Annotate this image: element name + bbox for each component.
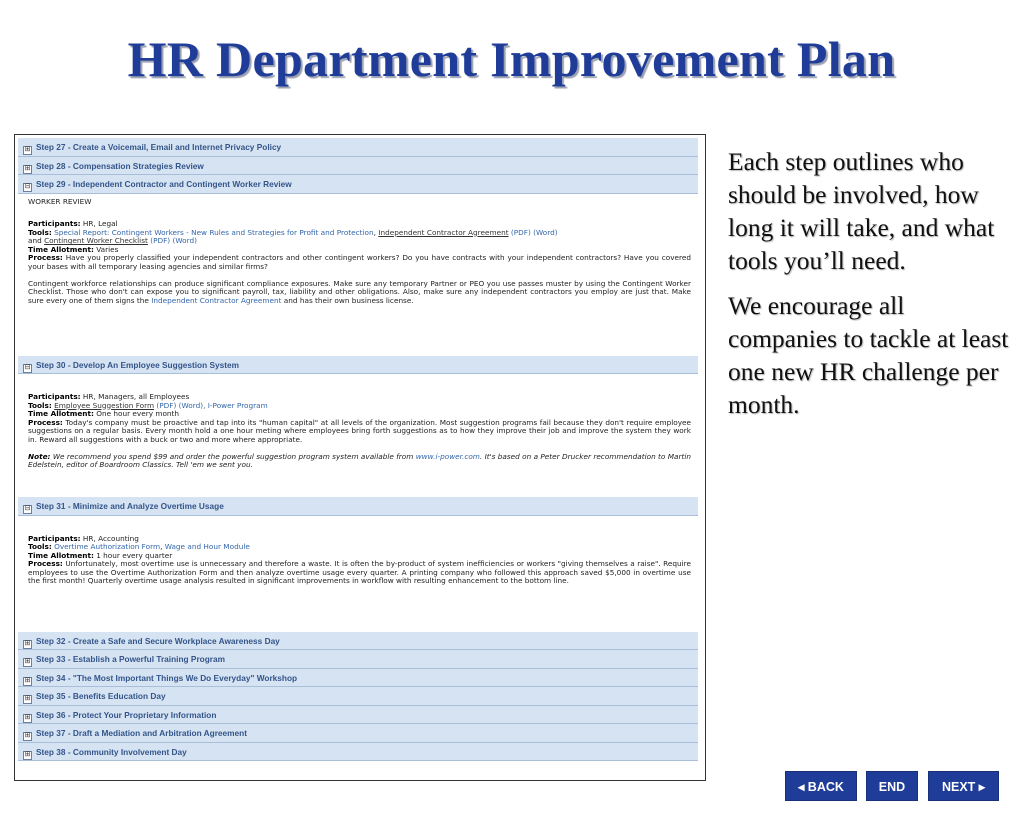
expand-icon: ⊞ [24, 164, 31, 172]
step-33-header[interactable]: ⊞ Step 33 - Establish a Powerful Training Program [18, 650, 698, 669]
step-37-header[interactable]: ⊞ Step 37 - Draft a Mediation and Arbitration Agreement [18, 724, 698, 743]
expand-icon: ⊞ [24, 732, 31, 739]
word-link[interactable]: (Word), [178, 400, 206, 410]
expand-icon: ⊞ [24, 750, 31, 758]
contractor-agreement-link[interactable]: Independent Contractor Agreement [378, 227, 509, 237]
step-35-header[interactable]: ⊞ Step 35 - Benefits Education Day [18, 687, 698, 706]
step-28-header[interactable]: ⊞ Step 28 - Compensation Strategies Review [18, 157, 698, 176]
step-31-details: Participants: HR, Accounting Tools: Overtime Authorization Form, Wage and Hour Module Time Allotment: 1 hour every quarter Process: Unfortunately, most overtime use is unnecessary and therefore a waste. It is often the by-product of system inefficiencies or workers "giving themselves a raise". Require employees to use the Overtime Authorization Form and then analyze overtime usage every quarter. A printing company who followed this approach saved $5,000 in overtime use the first month! Quarterly overtime usage analysis resulted in significant improvements in workflow with resulting enhancement to the bottom line. [28, 533, 691, 586]
step-38-header[interactable]: ⊞ Step 38 - Community Involvement Day [18, 743, 698, 762]
overtime-form-link[interactable]: Overtime Authorization Form [54, 542, 161, 552]
step-36-header[interactable]: ⊞ Step 36 - Protect Your Proprietary Information [18, 706, 698, 725]
collapse-icon: ⊟ [24, 505, 31, 512]
word-link[interactable]: (Word) [172, 236, 197, 246]
steps-panel [14, 134, 706, 781]
step-29-body [18, 194, 698, 356]
step-30-note: Note: We recommend you spend $99 and order the powerful suggestion program system available from www.i-power.com. It's based on a Peter Drucker recommendation to Martin Edelstein, editor of Boardroom Classics. Tell 'em we sent you. [28, 451, 691, 470]
pdf-link[interactable]: (PDF) [150, 236, 171, 246]
step-34-header[interactable]: ⊞ Step 34 - "The Most Important Things We Do Everyday" Workshop [18, 669, 698, 688]
step-30-body [18, 374, 698, 497]
contractor-agreement-link[interactable]: Independent Contractor Agreement [151, 295, 282, 305]
special-report-link[interactable]: Special Report: Contingent Workers - New Rules and Strategies for Profit and Protection [54, 227, 374, 237]
ipower-program-link[interactable]: I-Power Program [207, 400, 268, 410]
sidebar-paragraph-1: Each step outlines who should be involved, how long it will take, and what tools you’ll need. [728, 147, 995, 275]
step-27-header[interactable]: ⊞ Step 27 - Create a Voicemail, Email and Internet Privacy Policy [18, 138, 698, 157]
expand-icon: ⊞ [24, 676, 31, 684]
step-29-header[interactable]: ⊟ Step 29 - Independent Contractor and Contingent Worker Review [18, 175, 698, 194]
step-29-paragraph: Contingent workforce relationships can produce significant compliance exposures. Make sure any temporary Partner or PEO you use passes muster by using the Contingent Worker Checklist. Those who don't can expose you to significant payroll, tax, liability and other obligations. Also, make sure any independent contractors you employ are just that. Make sure every one of them signs the Independent Contractor Agreement and has their own business license. [28, 278, 691, 305]
collapse-icon: ⊟ [24, 363, 31, 371]
expand-icon: ⊞ [24, 639, 31, 647]
expand-icon: ⊞ [24, 146, 31, 153]
end-button[interactable]: END [866, 771, 918, 801]
ipower-link[interactable]: www.i-power.com [415, 451, 480, 461]
step-30-details: Participants: HR, Managers, all Employees Tools: Employee Suggestion Form (PDF) (Word), I-Power Program Time Allotment: One hour every month Process: Today's company must be proactive and tap into its "human capital" at all levels of the organization. Most suggestion programs fail because they don't require employee suggestions on a regular basis. Every month hold a one hour meting where employees bring forth suggestions as to how they improve their job and improve the system they work in. Reward all suggestions with a buck or two and more where appropriate. [28, 392, 691, 444]
back-button[interactable]: ◂ BACK [785, 771, 857, 801]
sidebar-paragraph-2: We encourage all companies to tackle at least one new HR challenge per month. [728, 291, 1009, 419]
worker-checklist-link[interactable]: Contingent Worker Checklist [44, 236, 148, 246]
step-29-subtitle: WORKER REVIEW [28, 196, 92, 206]
expand-icon: ⊞ [24, 658, 31, 665]
collapse-icon: ⊟ [24, 183, 31, 190]
suggestion-form-link[interactable]: Employee Suggestion Form [54, 400, 155, 410]
step-29-details: Participants: HR, Legal Tools: Special Report: Contingent Workers - New Rules and Strategies for Profit and Protection, Independent Contractor Agreement (PDF) (Word) and Contingent Worker Checklist (PDF) (Word) Time Allotment: Varies Process: Have you properly classified your independent contractors and other contingent workers? Do you have contracts with your independent contractors? Have you covered your bases with all temporary leasing agencies and similar firms? [28, 219, 692, 272]
step-32-header[interactable]: ⊞ Step 32 - Create a Safe and Secure Workplace Awareness Day [18, 632, 698, 651]
word-link[interactable]: (Word) [533, 227, 558, 237]
expand-icon: ⊞ [24, 695, 31, 702]
step-31-header[interactable]: ⊟ Step 31 - Minimize and Analyze Overtime Usage [18, 497, 698, 516]
step-30-header[interactable]: ⊟ Step 30 - Develop An Employee Suggestion System [18, 356, 698, 375]
expand-icon: ⊞ [24, 713, 31, 721]
page-title: HR Department Improvement Plan [127, 31, 896, 87]
sidebar-text [728, 145, 1018, 433]
next-button[interactable]: NEXT ▸ [928, 771, 999, 801]
wage-module-link[interactable]: Wage and Hour Module [164, 542, 250, 552]
step-31-body [18, 516, 698, 632]
pdf-link[interactable]: (PDF) [156, 400, 177, 410]
pdf-link[interactable]: (PDF) [510, 227, 531, 237]
